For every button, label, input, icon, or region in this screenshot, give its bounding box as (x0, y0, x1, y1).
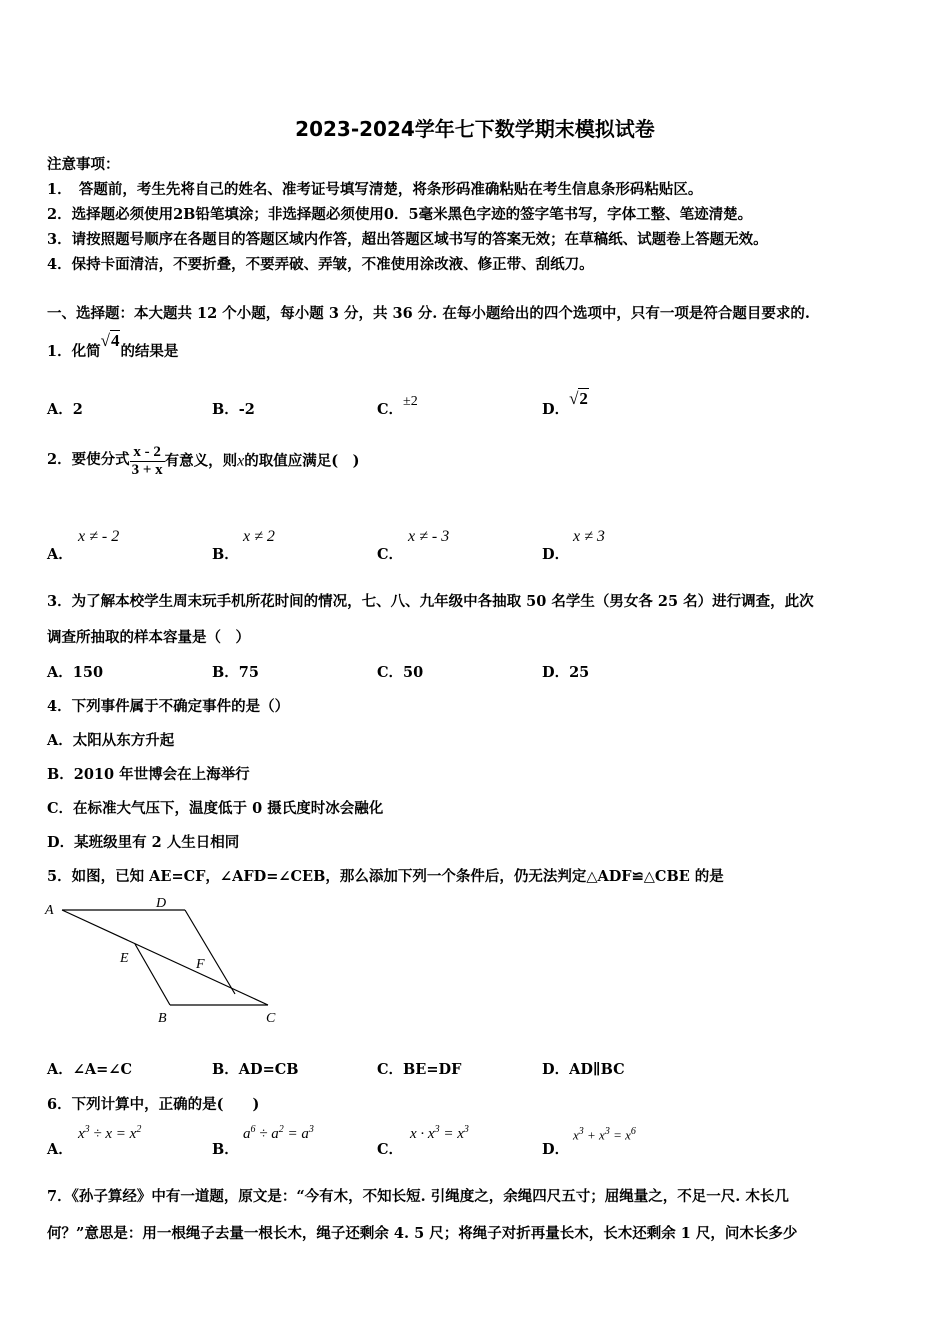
option-c: C．BE=DF (377, 1061, 462, 1078)
q6-option-c-value: $x \cdot x^3 = x^3$ (410, 1124, 469, 1142)
option-b: B．-2 (212, 401, 255, 418)
point-label-c: C (266, 1011, 276, 1026)
line-ac (62, 910, 268, 1005)
option-c: C．±2 (377, 394, 418, 418)
q6-option-b-value: $a^6 \div a^2 = a^3$ (243, 1124, 314, 1142)
question-7-stem: 7．《孙子算经》中有一道题，原文是：“今有木，不知长短. 引绳度之，余绳四尺五寸；屈绳量之，不足一尺. 木长几 (47, 1188, 789, 1205)
option-a: A．2 (47, 401, 83, 418)
option-a: A．150 (47, 664, 104, 681)
fraction-numerator: x - 2 (130, 444, 165, 462)
question-4-stem: 4．下列事件属于不确定事件的是（） (47, 698, 290, 715)
option-b: B．AD=CB (212, 1061, 299, 1078)
q1-option-c-value: ±2 (403, 394, 418, 409)
line-df (185, 910, 235, 994)
q1-post: 的结果是 (120, 343, 179, 360)
option-c: C．在标准大气压下，温度低于 0 摄氏度时冰会融化 (47, 800, 384, 817)
option-a: A． (47, 546, 73, 563)
option-c: C． (377, 546, 404, 563)
question-1-stem (47, 331, 179, 361)
point-label-a: A (45, 903, 54, 918)
notice-item: 1． 答题前，考生先将自己的姓名、准考证号填写清楚，将条形码准确粘贴在考生信息条形码粘贴区。 (47, 181, 703, 198)
notice-item: 3．请按照题号顺序在各题目的答题区域内作答，超出答题区域书写的答案无效；在草稿纸、试题卷上答题无效。 (47, 231, 768, 248)
option-d: D．某班级里有 2 人生日相同 (47, 834, 240, 851)
q6-option-a-value: $x^3 \div x = x^2$ (78, 1124, 142, 1142)
question-2-stem: 2．要使分式 $\frac{x - 2}{3 + x}$ 有意义，则x的取值应满足( ) (47, 444, 360, 478)
fraction-denominator: 3 + x (131, 462, 163, 478)
question-3-stem: 调查所抽取的样本容量是（ ） (47, 629, 250, 646)
option-a: A． (47, 1141, 73, 1158)
option-b: B．2010 年世博会在上海举行 (47, 766, 250, 783)
q6-option-d-value: $x^3 + x^3 = x^6$ (573, 1126, 636, 1143)
option-b: B． (212, 546, 239, 563)
point-label-e: E (120, 951, 129, 966)
line-eb (135, 944, 170, 1005)
option-b: B．75 (212, 664, 259, 681)
option-a: A．∠A=∠C (47, 1061, 133, 1078)
sqrt-expression: √2 (569, 389, 588, 408)
q2-option-b-value: x ≠ 2 (243, 528, 275, 545)
sqrt-expression: √4 (100, 331, 120, 350)
notice-item: 4．保持卡面清洁，不要折叠，不要弄破、弄皱，不准使用涂改液、修正带、刮纸刀。 (47, 256, 594, 273)
option-d: D．√2 (542, 389, 588, 418)
question-7-stem: 何？”意思是：用一根绳子去量一根长木，绳子还剩余 4. 5 尺；将绳子对折再量长木，长木还剩余 1 尺，问木长多少 (47, 1225, 798, 1242)
point-label-f: F (196, 957, 205, 972)
option-b: B． (212, 1141, 239, 1158)
q2-option-a-value: x ≠ - 2 (78, 528, 120, 545)
fraction (130, 444, 165, 479)
geometry-figure (40, 890, 290, 1030)
q2-option-c-value: x ≠ - 3 (408, 528, 450, 545)
option-c: C．50 (377, 664, 424, 681)
option-c: C． (377, 1141, 404, 1158)
section-heading: 一、选择题：本大题共 12 个小题，每小题 3 分，共 36 分. 在每小题给出的四个选项中，只有一项是符合题目要求的. (47, 305, 810, 322)
question-5-stem: 5．如图，已知 AE=CF，∠AFD=∠CEB，那么添加下列一个条件后，仍无法判定△ADF≌△CBE 的是 (47, 868, 724, 885)
option-d: D． (542, 546, 570, 563)
option-a: A．太阳从东方升起 (47, 732, 175, 749)
notice-heading: 注意事项： (47, 156, 120, 173)
q1-pre: 1．化简 (47, 343, 101, 360)
point-label-b: B (158, 1011, 167, 1026)
question-6-stem: 6．下列计算中，正确的是( ) (47, 1096, 260, 1113)
variable-x: x (237, 452, 245, 470)
q1-radicand: 4 (110, 331, 120, 350)
notice-item: 2．选择题必须使用2B铅笔填涂；非选择题必须使用0．5毫米黑色字迹的签字笔书写，字体工整、笔迹清楚。 (47, 206, 753, 223)
question-3-stem: 3．为了解本校学生周末玩手机所花时间的情况，七、八、九年级中各抽取 50 名学生（男女各 25 名）进行调查，此次 (47, 593, 814, 610)
q2-option-d-value: x ≠ 3 (573, 528, 605, 545)
point-label-d: D (156, 896, 167, 911)
option-d: D． (542, 1141, 570, 1158)
page-title: 2023-2024学年七下数学期末模拟试卷 (295, 117, 655, 141)
option-d: D．AD∥BC (542, 1061, 625, 1078)
option-d: D．25 (542, 664, 590, 681)
